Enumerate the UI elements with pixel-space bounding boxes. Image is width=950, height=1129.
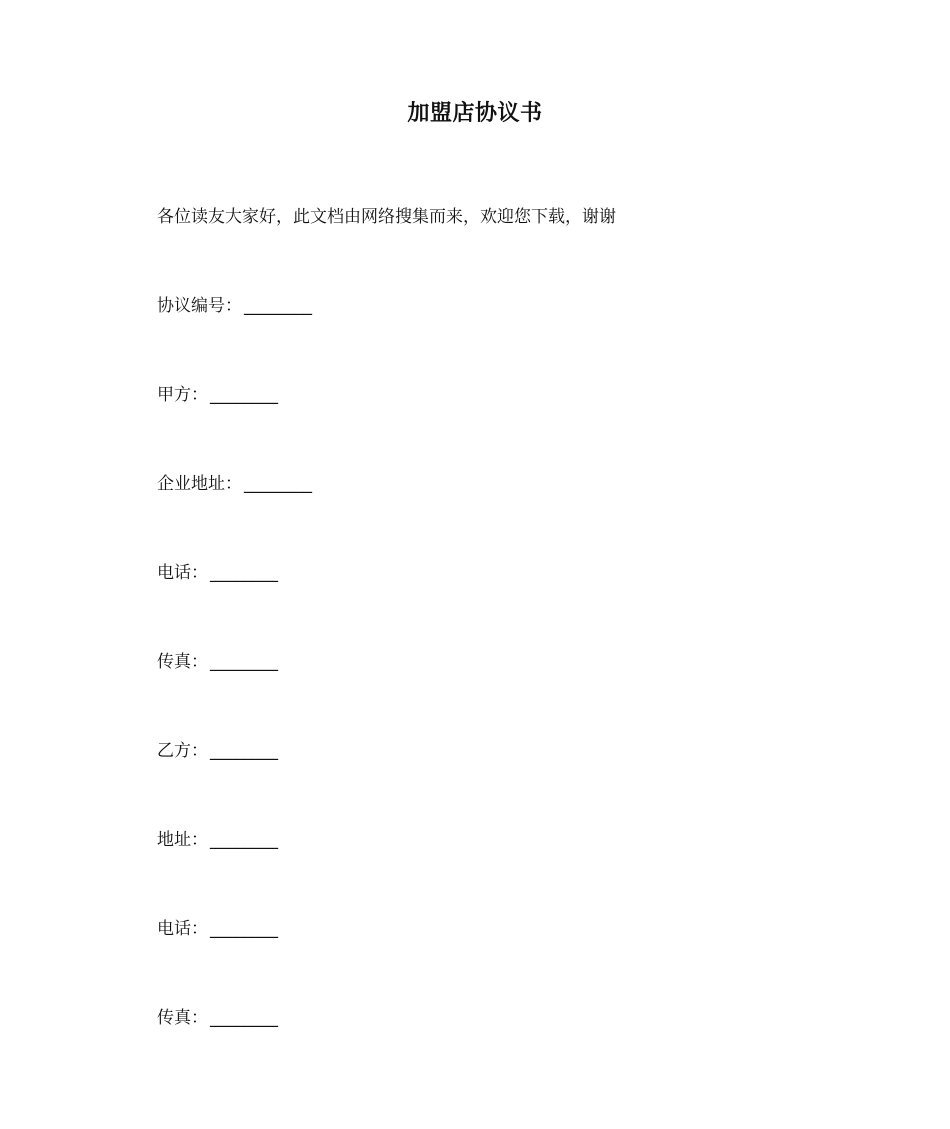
field-blank: ________ <box>210 385 278 405</box>
field-party-a-phone <box>157 560 278 586</box>
field-label: 乙方： <box>157 741 208 761</box>
field-blank: ________ <box>210 741 278 761</box>
field-party-b-address <box>157 827 278 853</box>
field-label: 电话： <box>157 563 208 583</box>
field-label: 协议编号： <box>157 296 242 316</box>
field-agreement-number <box>157 293 312 319</box>
field-blank: ________ <box>210 652 278 672</box>
field-party-b <box>157 738 278 764</box>
field-blank: ________ <box>210 1008 278 1028</box>
field-party-b-phone <box>157 916 278 942</box>
field-label: 地址： <box>157 830 208 850</box>
document-title: 加盟店协议书 <box>407 101 543 126</box>
field-party-b-fax <box>157 1005 278 1031</box>
field-blank: ________ <box>244 474 312 494</box>
field-blank: ________ <box>210 919 278 939</box>
field-label: 企业地址： <box>157 474 242 494</box>
field-label: 甲方： <box>157 385 208 405</box>
field-label: 电话： <box>157 919 208 939</box>
field-blank: ________ <box>210 563 278 583</box>
field-party-a-fax <box>157 649 278 675</box>
field-company-address <box>157 471 312 497</box>
field-party-a <box>157 382 278 408</box>
field-label: 传真： <box>157 652 208 672</box>
field-blank: ________ <box>244 296 312 316</box>
intro-paragraph: 各位读友大家好，此文档由网络搜集而来，欢迎您下载，谢谢 <box>157 207 616 227</box>
field-label: 传真： <box>157 1008 208 1028</box>
field-blank: ________ <box>210 830 278 850</box>
